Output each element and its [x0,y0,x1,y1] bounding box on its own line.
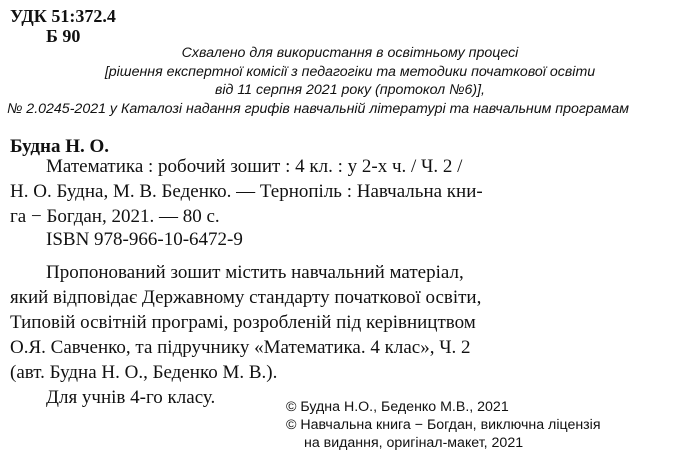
annotation-line-1: Пропонований зошит містить навчальний матеріал, [46,262,464,283]
annotation-line-4: О.Я. Савченко, та підручнику «Математика. 4 клас», Ч. 2 [10,337,471,358]
approval-line-1: Схвалено для використання в освітньому процесі [181,45,519,61]
annotation-line-2: який відповідає Державному стандарту початкової освіти, [10,287,482,308]
annotation [10,260,686,410]
bibliography-author: Будна Н. О. [10,136,110,157]
bibliography-line-2: Н. О. Будна, М. В. Беденко. — Тернопіль : Навчальна кни- [10,181,483,202]
udk-code: УДК 51:372.4 [10,6,116,26]
annotation-line-5: (авт. Будна Н. О., Беденко М. В.). [10,362,278,383]
annotation-line-3: Типовій освітній програмі, розробленій під керівництвом [10,312,476,333]
approval-line-2: [рішення експертної комісії з педагогіки та методики початкової освіти [104,63,596,80]
annotation-line-6: Для учнів 4-го класу. [46,387,216,408]
approval-line-4: № 2.0245-2021 у Каталозі надання грифів навчальній літературі та навчальним програмам [7,100,629,117]
copyright-block [286,398,696,452]
approval-notice [0,44,700,118]
approval-line-3: від 11 серпня 2021 року (протокол №6)], [215,82,485,98]
bibliography-line-1: Математика : робочий зошит : 4 кл. : у 2-х ч. / Ч. 2 / [46,156,463,177]
copyright-line-3: на видання, оригінал-макет, 2021 [304,435,524,451]
bibliography-description [10,154,676,229]
copyright-line-2: © Навчальна книга − Богдан, виключна ліцензія [286,417,601,433]
isbn: ISBN 978-966-10-6472-9 [46,229,243,250]
copyright-line-1: © Будна Н.О., Беденко М.В., 2021 [286,399,509,415]
bibliography-line-3: га − Богдан, 2021. — 80 с. [10,206,220,227]
bbk-code: Б 90 [46,26,81,46]
